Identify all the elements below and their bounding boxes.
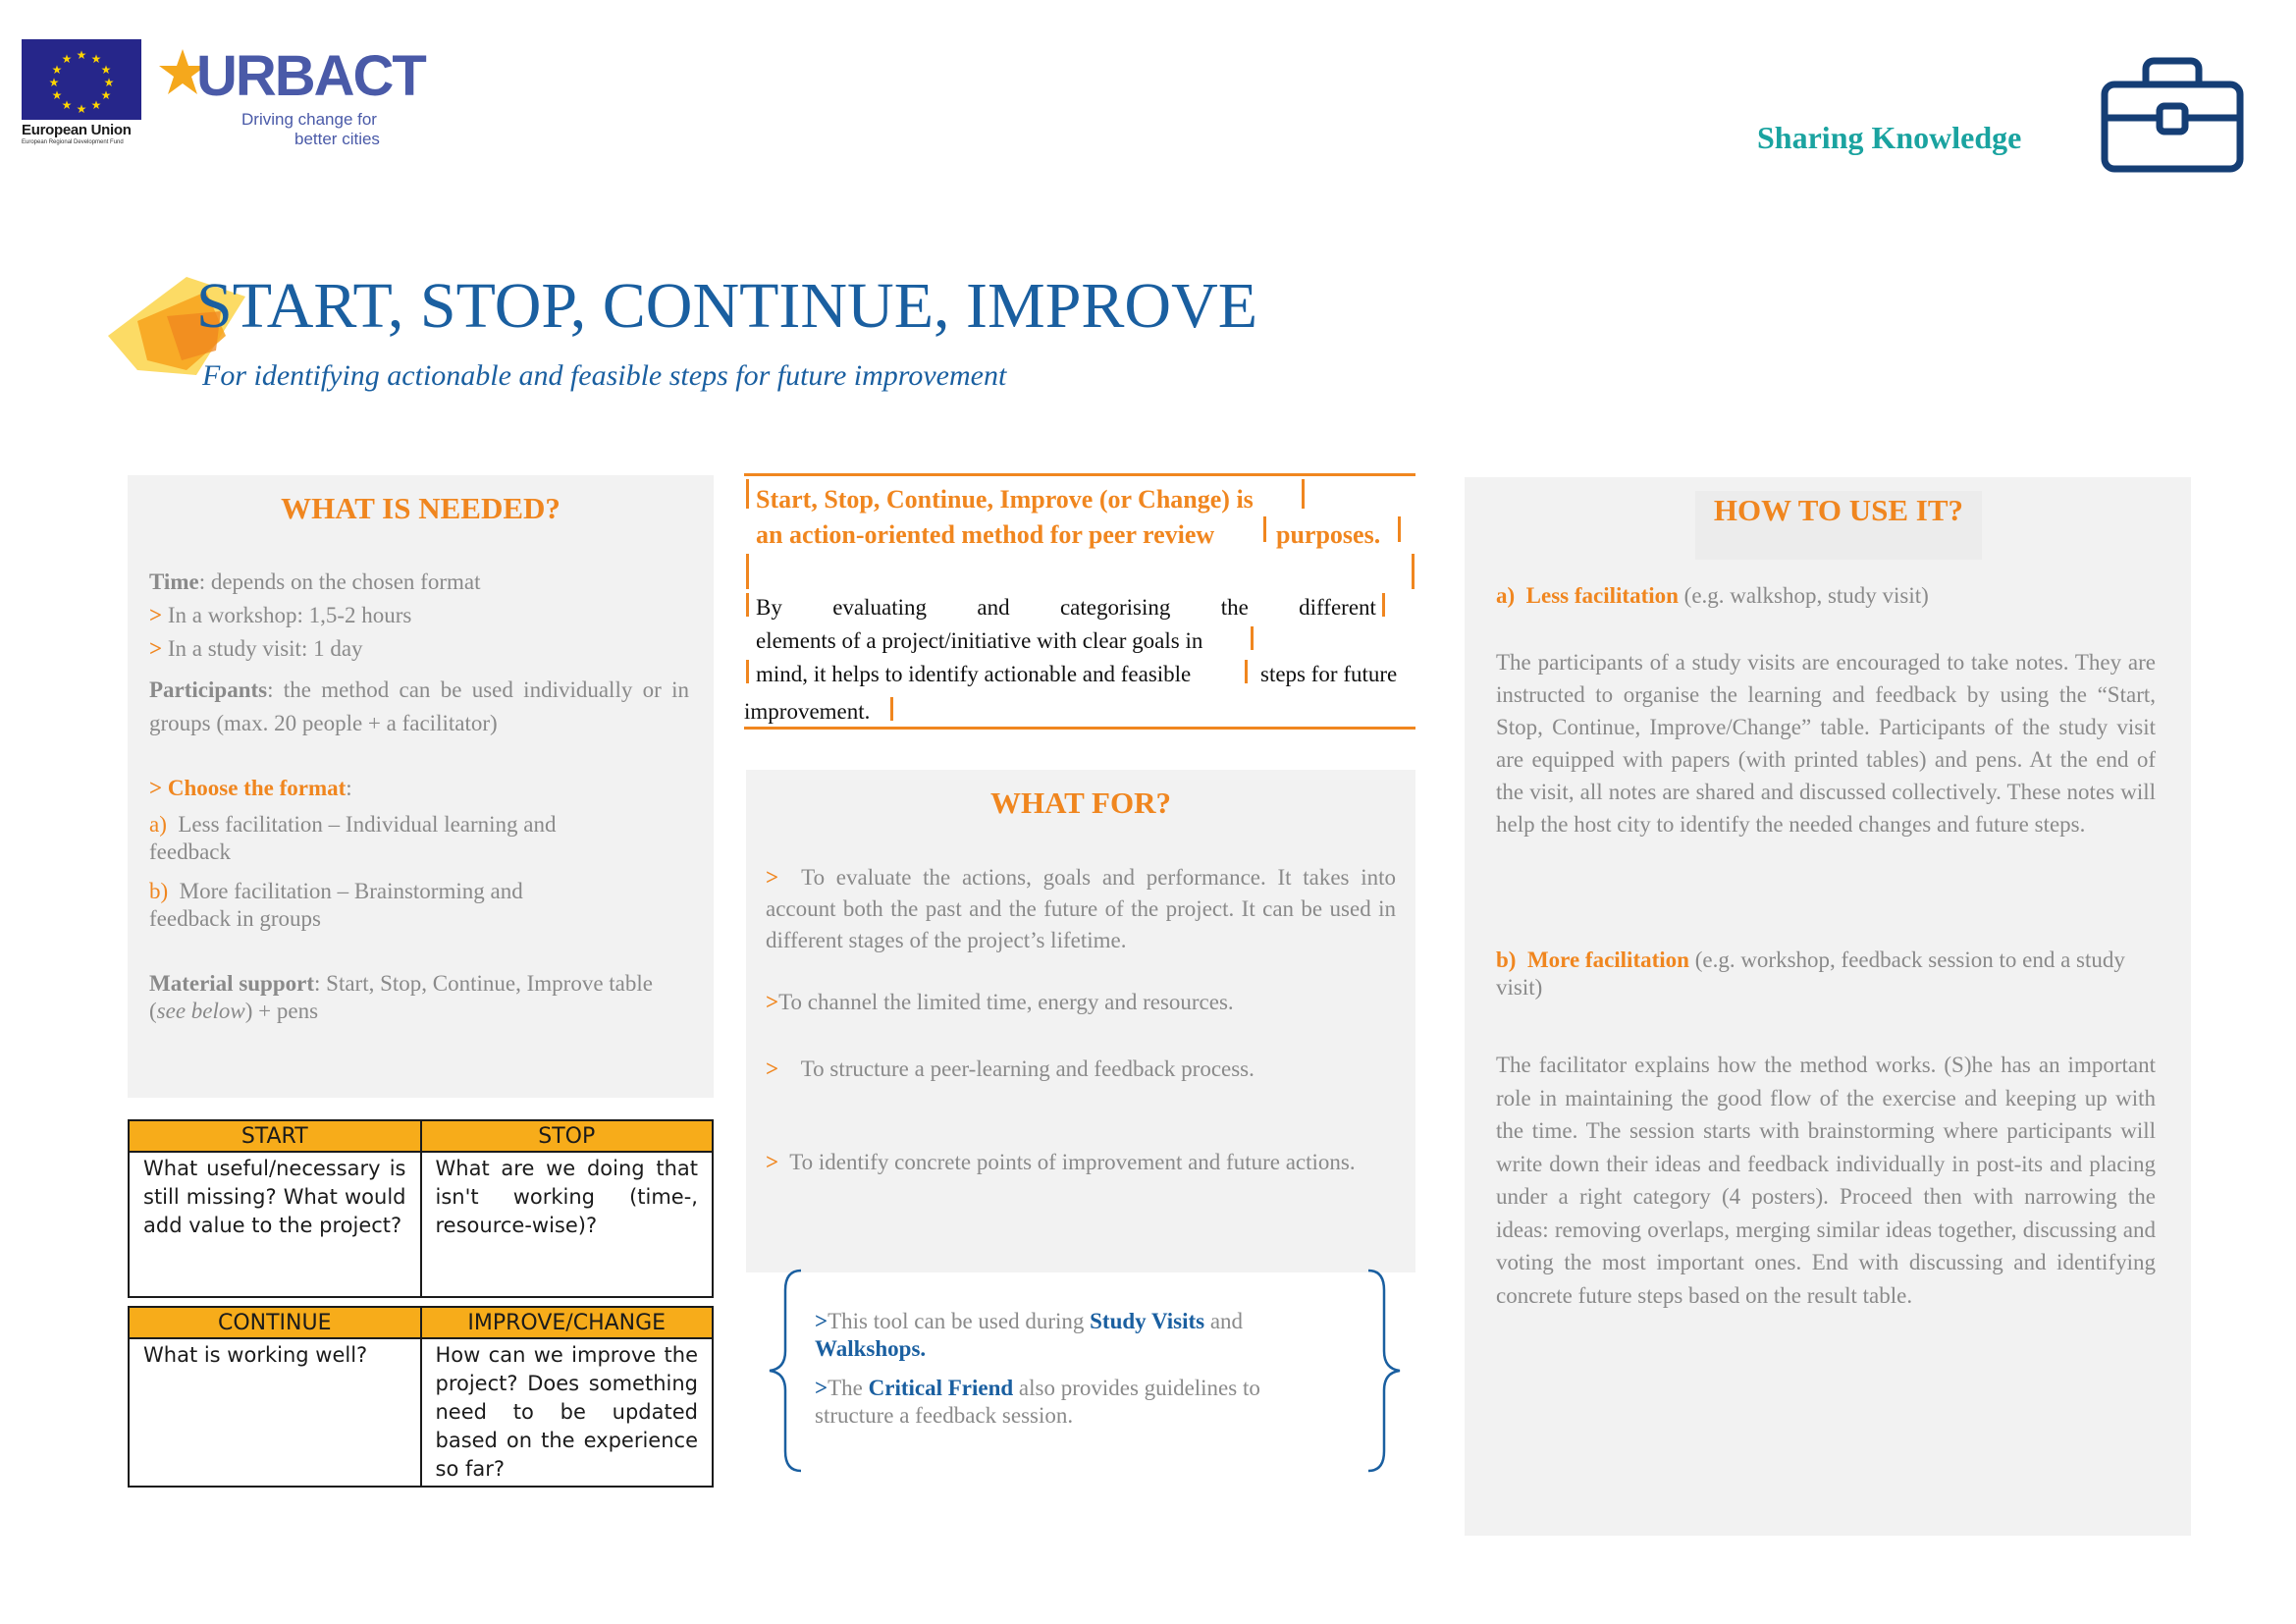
what-for-item-text: To evaluate the actions, goals and performance. It takes into account both the past and the future of the project. It can be used in different stages of the project’s lifetime. (766, 865, 1396, 952)
format-a (149, 811, 611, 866)
how-to-use-panel (1465, 477, 2191, 1536)
how-b-label: More facilitation (1526, 947, 1689, 972)
critical-friend-link[interactable]: Critical Friend (868, 1376, 1014, 1400)
svg-text:★: ★ (76, 102, 87, 116)
table-header-start: START (129, 1120, 421, 1152)
how-b-text: The facilitator explains how the method works. (S)he has an important role in maintaining the good flow of the exercise and keeping up with the time. The session starts with brainstorming where participants will write down their ideas and feedback individually in post-its and placing under a right category (4 posters). Proceed then with narrowing the ideas: removing overlaps, merging similar ideas together, discussing and voting the most important ones. End with discussing and identifying concrete future steps based on the result table. (1496, 1053, 2156, 1308)
tool-usage-note (815, 1308, 1364, 1363)
what-for-item (766, 1149, 1374, 1176)
callout-marker (1245, 660, 1248, 683)
right-brace-icon (1364, 1267, 1404, 1475)
format-b-text: More facilitation – Brainstorming and feedback in groups (149, 879, 523, 931)
material-text-1: : Start, Stop, Continue, Improve table ( (149, 971, 653, 1023)
tool-usage-text: This tool can be used during (828, 1309, 1091, 1333)
choose-format-colon: : (346, 776, 352, 800)
choose-format-label: Choose the format (167, 776, 347, 800)
participants-label: Participants (149, 677, 268, 702)
arrow-icon: > (149, 636, 163, 661)
table-cell-stop: What are we doing that isn't working (time-, resource-wise)? (421, 1152, 714, 1297)
intro-line-2a: an action-oriented method for peer review (756, 520, 1215, 549)
what-for-item (766, 986, 1396, 1019)
svg-text:★: ★ (100, 63, 112, 77)
what-is-needed-heading: WHAT IS NEEDED? (281, 491, 561, 525)
material-label: Material support (149, 971, 315, 996)
briefcase-icon (2099, 55, 2246, 175)
format-a-text: Less facilitation – Individual learning and feedback (149, 812, 557, 864)
time-label: Time (149, 569, 199, 594)
walkshops-link[interactable]: Walkshops. (815, 1336, 927, 1361)
intro-body-line-3b: steps for future (1260, 662, 1398, 686)
svg-text:★: ★ (51, 63, 63, 77)
what-for-heading: WHAT FOR? (989, 785, 1171, 820)
intro-body-line-1 (756, 595, 1376, 621)
arrow-icon: > (815, 1376, 828, 1400)
how-a-title (1496, 579, 2163, 613)
format-b-letter: b) (149, 879, 169, 903)
page-title: START, STOP, CONTINUE, IMPROVE (196, 270, 1258, 342)
critical-friend-pre: The (828, 1376, 869, 1400)
callout-marker (1263, 516, 1266, 542)
svg-text:★: ★ (90, 52, 102, 66)
arrow-icon: > (149, 776, 163, 800)
participants-text (149, 674, 689, 740)
how-b-letter: b) (1496, 947, 1517, 972)
critical-friend-note (815, 1375, 1325, 1430)
what-for-item (766, 862, 1396, 956)
how-a-text: The participants of a study visits are encouraged to take notes. They are instructed to organise the learning and feedback by using the “Start, Stop, Continue, Improve/Change” table. Participants of the study visit are equipped with papers (with printed tables) and pens. At the end of the visit, all notes are shared and discussed collectively. These notes will help the host city to identify the needed changes and future steps. (1496, 650, 2156, 837)
what-for-item-text: To structure a peer-learning and feedback process. (800, 1056, 1255, 1081)
callout-bottom-line (744, 727, 1415, 730)
callout-marker (1251, 626, 1254, 650)
urbact-tagline-2: better cities (294, 130, 380, 148)
table-cell-continue: What is working well? (129, 1338, 421, 1487)
time-item-study-visit (149, 632, 699, 666)
table-header-continue: CONTINUE (129, 1307, 421, 1338)
arrow-icon: > (766, 990, 779, 1014)
eu-flag-logo (22, 39, 141, 120)
urbact-tagline-1: Driving change for (241, 110, 377, 129)
material-support (149, 970, 679, 1025)
callout-marker (1302, 479, 1305, 509)
time-item-text: In a workshop: 1,5-2 hours (167, 603, 412, 627)
what-for-item-text: To channel the limited time, energy and resources. (778, 990, 1234, 1014)
intro-word: the (1220, 595, 1249, 620)
table-continue-improve (128, 1306, 714, 1488)
table-header-stop: STOP (421, 1120, 714, 1152)
arrow-icon: > (766, 1150, 779, 1174)
table-header-improve: IMPROVE/CHANGE (421, 1307, 714, 1338)
left-brace-icon (766, 1267, 805, 1475)
intro-body-line-2: elements of a project/initiative with clear goals in (756, 628, 1203, 653)
intro-word: categorising (1059, 595, 1171, 620)
callout-top-line (744, 473, 1415, 476)
intro-body-line-4: improvement. (744, 699, 871, 724)
format-a-letter: a) (149, 812, 167, 837)
eu-stars-icon (22, 39, 141, 120)
svg-text:★: ★ (76, 48, 87, 62)
arrow-icon: > (149, 603, 163, 627)
material-text-2: ) + pens (244, 999, 319, 1023)
callout-marker (746, 554, 749, 589)
eu-fund-label: European Regional Development Fund (22, 139, 124, 145)
time-item-text: In a study visit: 1 day (167, 636, 363, 661)
intro-word: evaluating (832, 595, 927, 620)
what-for-item-text: To identify concrete points of improvement and future actions. (789, 1150, 1356, 1174)
critical-friend-post: also provides guidelines to structure a feedback session. (815, 1376, 1260, 1428)
callout-marker (746, 593, 749, 617)
choose-format-line (149, 772, 699, 805)
eu-label: European Union (22, 122, 132, 138)
how-to-use-heading: HOW TO USE IT? (1713, 493, 1964, 527)
what-for-panel (746, 770, 1415, 1272)
callout-marker (746, 660, 749, 683)
table-cell-start: What useful/necessary is still missing? What would add value to the project? (129, 1152, 421, 1297)
what-for-item (766, 1053, 1396, 1086)
how-b-title (1496, 947, 2156, 1001)
section-label: Sharing Knowledge (1757, 120, 2022, 155)
time-item-workshop (149, 599, 699, 632)
how-a-label: Less facilitation (1525, 583, 1679, 608)
svg-text:★: ★ (61, 98, 73, 112)
how-a-letter: a) (1496, 583, 1516, 608)
time-text: : depends on the chosen format (198, 569, 481, 594)
table-cell-improve: How can we improve the project? Does something need to be updated based on the experience so far? (421, 1338, 714, 1487)
arrow-icon: > (766, 1056, 779, 1081)
callout-marker (1398, 516, 1401, 542)
intro-word: different (1299, 595, 1376, 620)
svg-text:★: ★ (103, 76, 115, 89)
how-a-note: (e.g. walkshop, study visit) (1678, 583, 1929, 608)
arrow-icon: > (766, 865, 779, 890)
intro-line-2b: purposes. (1276, 520, 1381, 549)
time-line (149, 566, 699, 599)
callout-marker (890, 697, 893, 721)
tool-usage-and: and (1204, 1309, 1244, 1333)
intro-body-line-3a: mind, it helps to identify actionable and feasible (756, 662, 1192, 686)
svg-text:★: ★ (90, 98, 102, 112)
page-subtitle: For identifying actionable and feasible steps for future improvement (202, 359, 1007, 392)
material-italic: see below (156, 999, 245, 1023)
how-b-note: (e.g. workshop, feedback session to end a study visit) (1496, 947, 2125, 1000)
intro-line-1: Start, Stop, Continue, Improve (or Change) is (756, 485, 1254, 514)
callout-marker (1412, 554, 1415, 589)
intro-word: By (756, 595, 782, 620)
svg-text:★: ★ (61, 52, 73, 66)
urbact-logo-text: URBACT (196, 44, 425, 108)
format-b (149, 878, 591, 933)
study-visits-link[interactable]: Study Visits (1090, 1309, 1205, 1333)
svg-text:★: ★ (51, 88, 63, 102)
participants-body: : the method can be used individually or in groups (max. 20 people + a facilitator) (149, 677, 689, 735)
intro-word: and (977, 595, 1010, 620)
table-start-stop (128, 1119, 714, 1298)
callout-marker (746, 479, 749, 509)
arrow-icon: > (815, 1309, 828, 1333)
svg-text:★: ★ (100, 88, 112, 102)
callout-marker (1382, 593, 1385, 617)
svg-text:★: ★ (48, 76, 60, 89)
